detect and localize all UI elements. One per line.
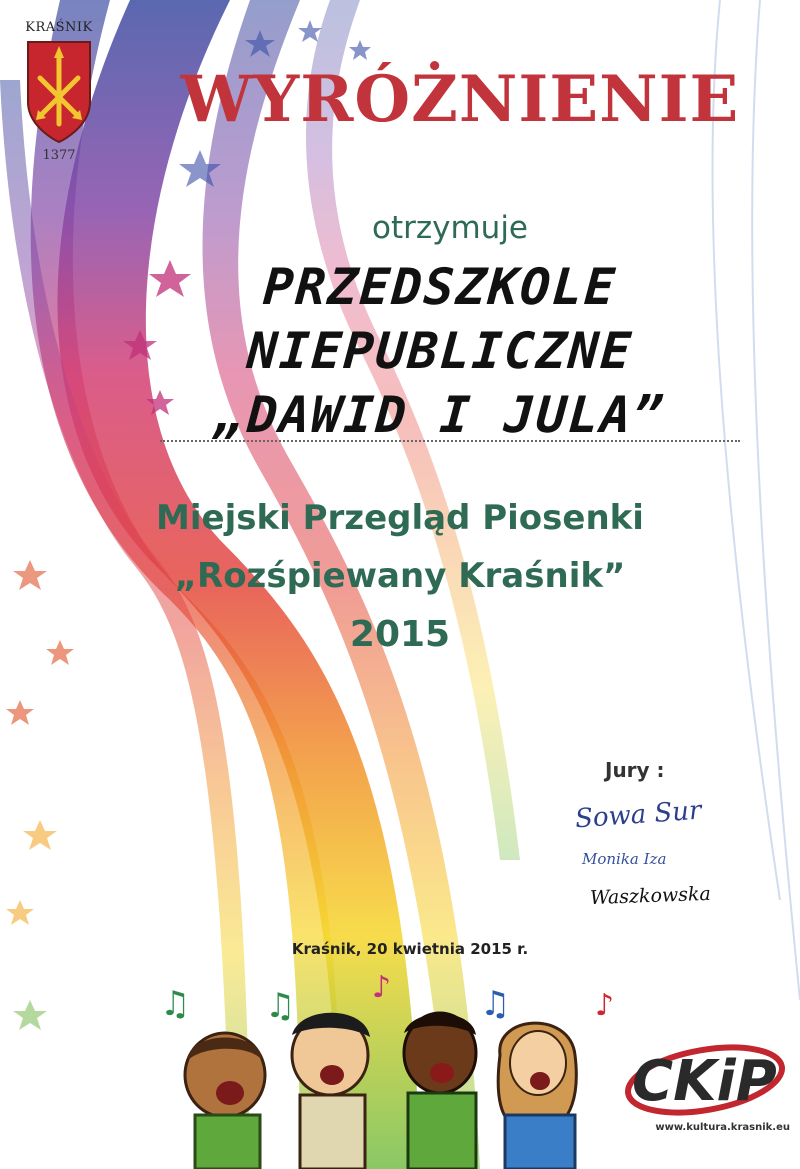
footer-url: www.kultura.krasnik.eu (655, 1122, 790, 1133)
recipient-dotted-line (160, 440, 740, 442)
svg-text:♫: ♫ (265, 986, 296, 1026)
certificate-title: WYRÓŻNIENIE (180, 62, 740, 137)
music-notes-icon (160, 975, 614, 1026)
receives-label: otrzymuje (371, 210, 528, 246)
event-year: 2015 (349, 614, 451, 655)
svg-text:♫: ♫ (480, 984, 511, 1024)
place-and-date: Kraśnik, 20 kwietnia 2015 r. (291, 940, 529, 958)
coat-of-arms-shield-icon (26, 40, 92, 144)
svg-text:♪: ♪ (372, 975, 392, 1005)
jury-signature-3: Waszkowska (589, 882, 712, 910)
event-subtitle: „Rozśpiewany Kraśnik” (174, 556, 626, 596)
singing-children-illustration (150, 975, 620, 1169)
svg-text:♪: ♪ (595, 988, 615, 1023)
recipient-line-2: NIEPUBLICZNE (245, 322, 635, 380)
recipient-line-1: PRZEDSZKOLE (261, 258, 619, 316)
jury-signature-1: Sowa Sur (574, 795, 703, 835)
coat-of-arms-year: 1377 (42, 148, 76, 163)
coat-of-arms-city: KRAŚNIK (25, 20, 93, 35)
jury-signature-2: Monika Iza (582, 850, 667, 868)
jury-label: Jury : (605, 758, 665, 782)
svg-text:♫: ♫ (160, 984, 191, 1024)
recipient-line-3: „DAWID I JULA” (213, 386, 667, 444)
ckip-logo-text: CKiP (632, 1049, 777, 1114)
ckip-logo (620, 1030, 790, 1120)
event-name: Miejski Przegląd Piosenki (156, 498, 644, 538)
